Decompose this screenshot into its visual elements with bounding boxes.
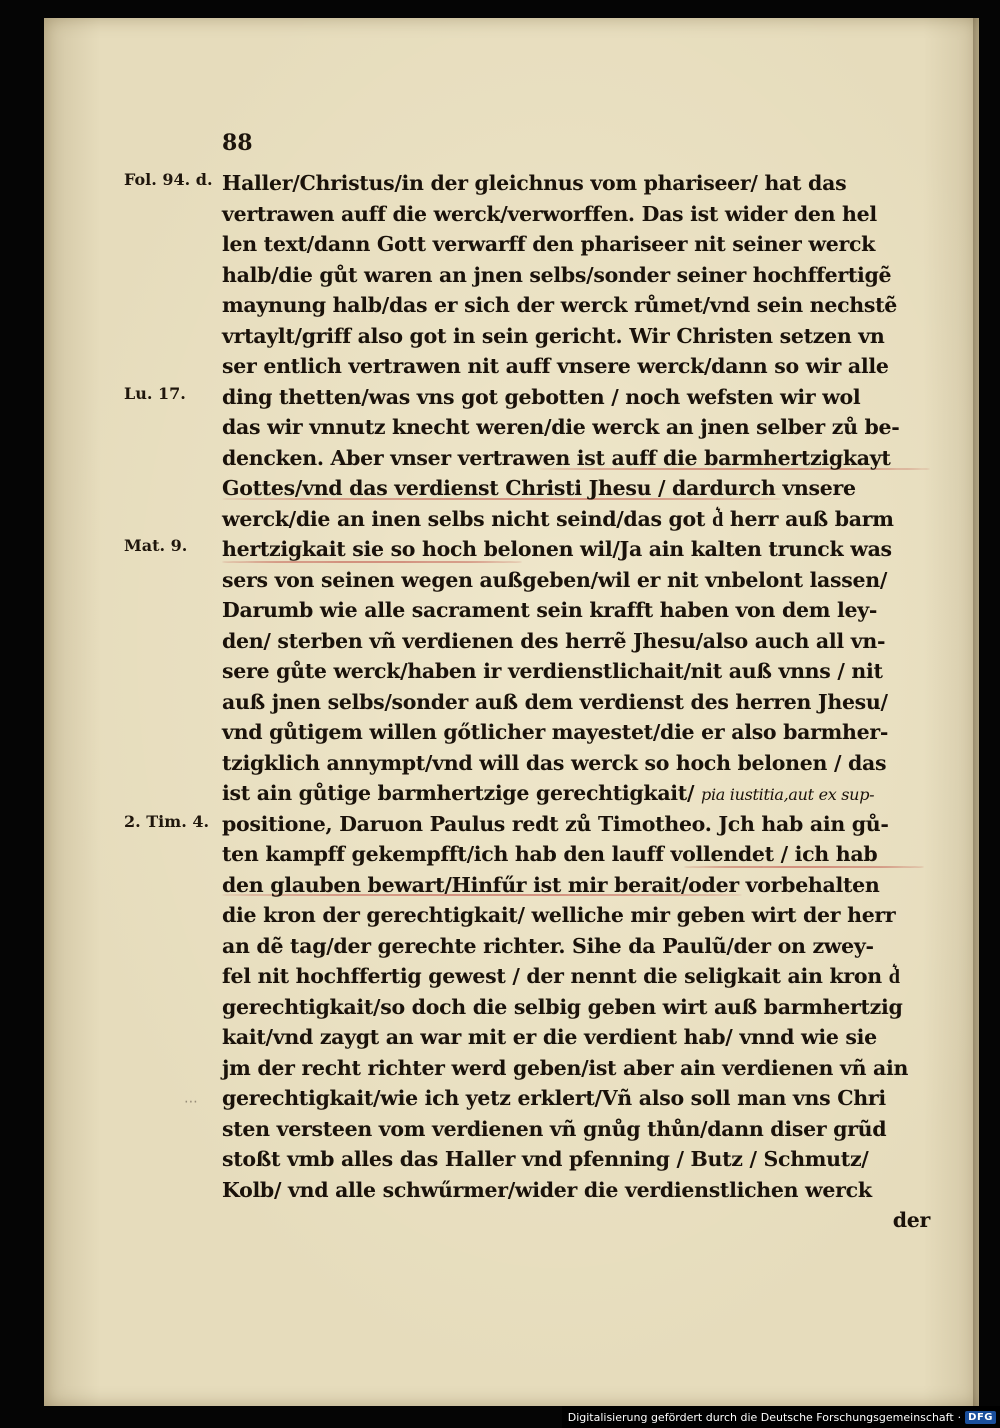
text-line: vnd gůtigem willen gőtlicher mayestet/die er also barmher- (222, 720, 889, 744)
text-line: vrtaylt/griff also got in sein gericht. Wir Christen setzen vn (222, 323, 885, 348)
text-line: die kron der gerechtigkait/ welliche mir geben wirt der herr (222, 903, 896, 927)
text-line: den glauben bewart/Hinfűr ist mir berait/oder vorbehalten (222, 872, 880, 897)
body-text (222, 168, 930, 1236)
text-line: fel nit hochffertig gewest / der nennt die seligkait ain kron d͛ (222, 964, 900, 988)
text-line: gerechtigkait/so doch die selbig geben wirt auß barmhertzig (222, 994, 903, 1019)
pencil-mark: ⋯ (184, 1094, 198, 1110)
text-line: sten versteen vom verdienen vñ gnůg thůn/dann diser grũd (222, 1116, 887, 1141)
text-line: stoßt vmb alles das Haller vnd pfenning / Butz / Schmutz/ (222, 1147, 869, 1171)
text-line: ser entlich vertrawen nit auff vnsere werck/dann so wir alle (222, 354, 889, 378)
page-edge-shadow (973, 18, 979, 1406)
text-line: dencken. Aber vnser vertrawen ist auff die barmhertzigkayt (222, 445, 891, 470)
text-line: auß jnen selbs/sonder auß dem verdienst des herren Jhesu/ (222, 689, 888, 714)
text-line: tzigklich annympt/vnd will das werck so hoch belonen / das (222, 750, 887, 775)
text-line: ten kampff gekempfft/ich hab den lauff vollendet / ich hab (222, 842, 878, 866)
catchword: der (892, 1208, 930, 1232)
dfg-logo-icon[interactable]: DFG (965, 1411, 996, 1424)
funding-credit: Digitalisierung gefördert durch die Deutsche Forschungsgemeinschaft (567, 1410, 954, 1424)
text-line: halb/die gůt waren an jnen selbs/sonder seiner hochffertigẽ (222, 262, 892, 287)
text-line: an dẽ tag/der gerechte richter. Sihe da Paulũ/der on zwey- (222, 933, 874, 958)
text-line (222, 778, 930, 809)
book-page (44, 18, 979, 1406)
text-line: ding thetten/was vns got gebotten / noch wefsten wir wol (222, 384, 861, 409)
text-line: sere gůte werck/haben ir verdienstlichait/nit auß vnns / nit (222, 659, 883, 683)
text-line: jm der recht richter werd geben/ist aber ain verdienen vñ ain (222, 1055, 909, 1080)
text-line: den/ sterben vñ verdienen des herrẽ Jhesu/also auch all vn- (222, 628, 886, 653)
text-line: vertrawen auff die werck/verworffen. Das ist wider den hel (222, 201, 877, 226)
text-line: hertzigkait sie so hoch belonen wil/Ja ain kalten trunck was (222, 537, 892, 561)
text-line: Kolb/ vnd alle schwűrmer/wider die verdienstlichen werck (222, 1177, 872, 1202)
text-line: kait/vnd zaygt an war mit er die verdient hab/ vnnd wie sie (222, 1025, 877, 1049)
text-line: das wir vnnutz knecht weren/die werck an jnen selber zů be- (222, 415, 900, 439)
text-line: maynung halb/das er sich der werck růmet/vnd sein nechstẽ (222, 293, 898, 317)
page-number: 88 (222, 130, 253, 156)
text-line: Gottes/vnd das verdienst Christi Jhesu / dardurch vnsere (222, 476, 856, 500)
text-line: Darumb wie alle sacrament sein krafft haben von dem ley- (222, 598, 878, 622)
marginal-note: 2. Tim. 4. (124, 812, 210, 831)
text-line: werck/die an inen selbs nicht seind/das got d͛ herr auß barm (222, 506, 894, 531)
marginal-note: Lu. 17. (124, 384, 186, 403)
latin-inline-text: pia iustitia,aut ex sup- (701, 785, 875, 804)
text-segment: ist ain gůtige barmhertzige gerechtigkait/ (222, 781, 695, 805)
marginal-note: Fol. 94. d. (124, 170, 213, 189)
marginal-note: Mat. 9. (124, 536, 188, 555)
digitization-credit-bar (562, 1406, 1000, 1428)
separator-dot: · (957, 1410, 962, 1424)
text-line: Haller/Christus/in der gleichnus vom phariseer/ hat das (222, 171, 847, 195)
text-line: positione, Daruon Paulus redt zů Timotheo. Jch hab ain gů- (222, 811, 889, 836)
text-line: len text/dann Gott verwarff den phariseer nit seiner werck (222, 232, 876, 256)
text-line: gerechtigkait/wie ich yetz erklert/Vñ also soll man vns Chri (222, 1086, 886, 1110)
text-line: sers von seinen wegen außgeben/wil er nit vnbelont lassen/ (222, 567, 888, 592)
